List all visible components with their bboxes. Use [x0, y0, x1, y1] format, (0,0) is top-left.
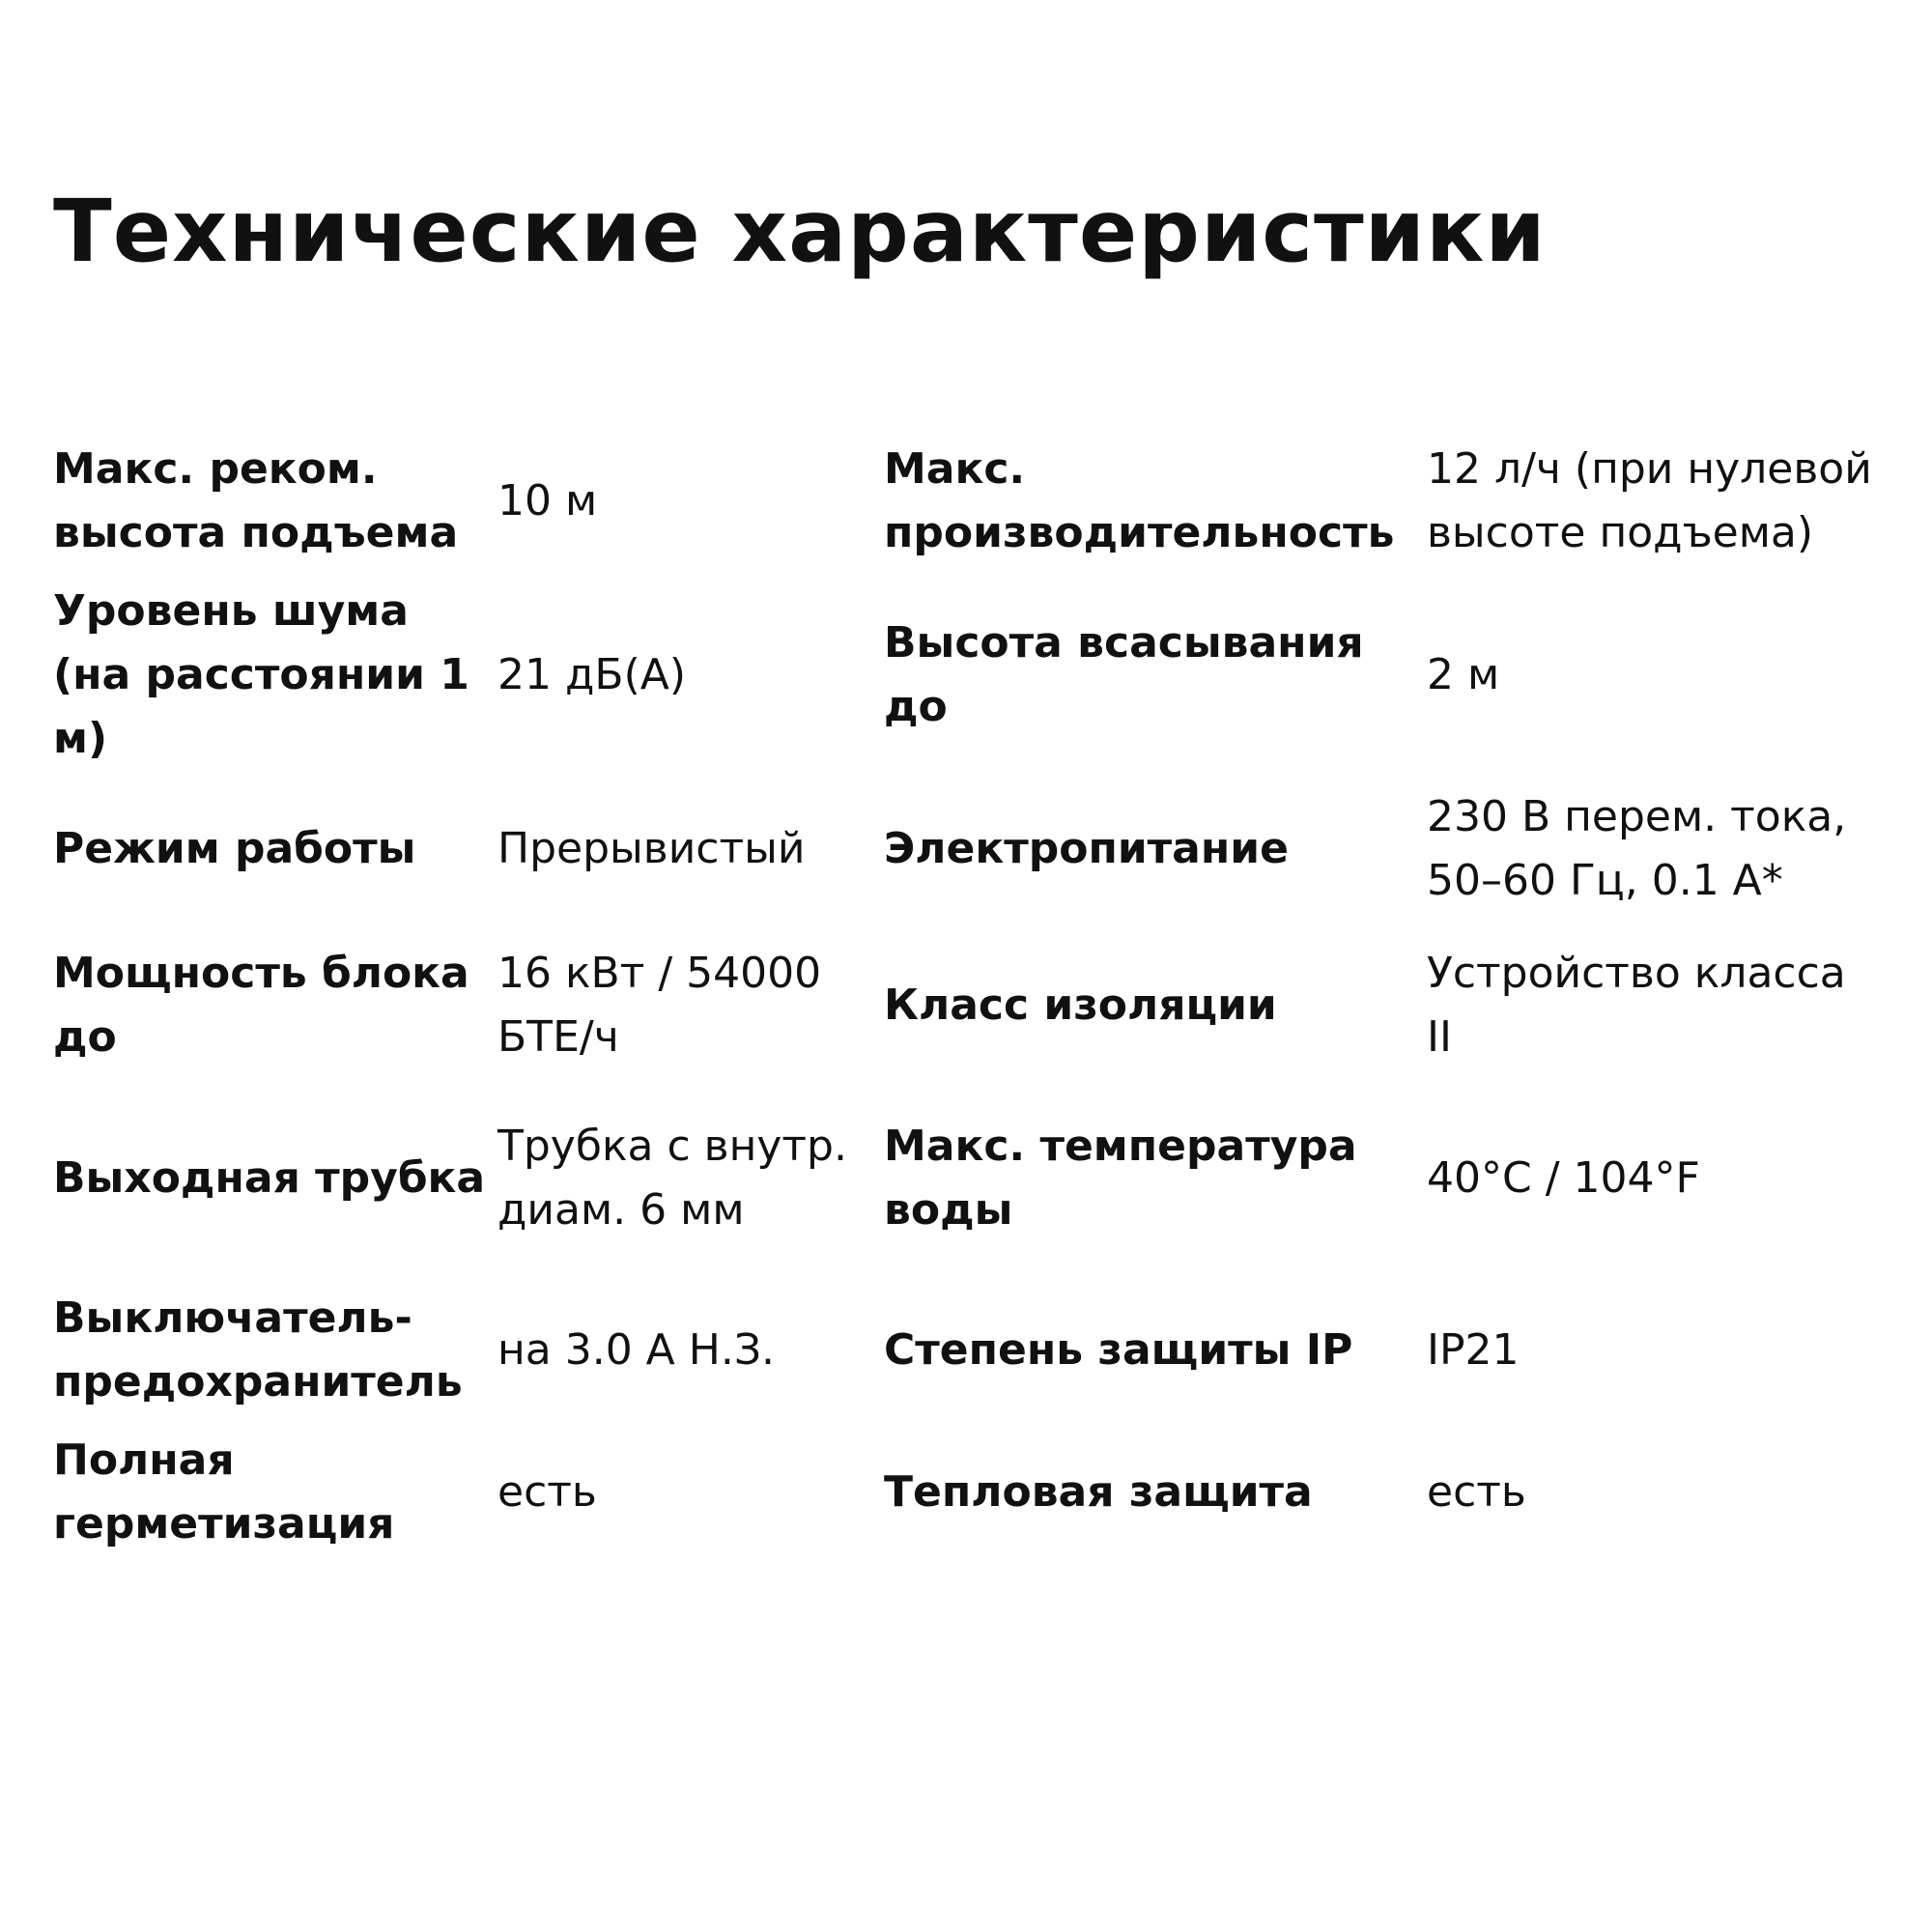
- spec-label: Высота всасывания до: [884, 618, 1364, 731]
- spec-value: 2 м: [1427, 650, 1500, 699]
- spec-row: [53, 423, 1889, 580]
- spec-value: IP21: [1427, 1325, 1520, 1375]
- spec-value: 40°C / 104°F: [1427, 1152, 1700, 1203]
- spec-value: Устройство класса II: [1427, 949, 1846, 1062]
- spec-label: Выключатель-предохранитель: [53, 1293, 463, 1406]
- spec-label: Полная герметизация: [53, 1435, 395, 1548]
- spec-label: Режим работы: [53, 824, 416, 873]
- spec-label: Электропитание: [884, 824, 1289, 873]
- spec-value: Трубка с внутр. диам. 6 мм: [497, 1121, 847, 1235]
- spec-row: [53, 580, 1889, 771]
- spec-row: [53, 1429, 1889, 1556]
- spec-label: Класс изоляции: [884, 980, 1277, 1030]
- spec-label: Тепловая защита: [884, 1467, 1313, 1517]
- spec-row: [53, 1084, 1889, 1272]
- spec-label: Уровень шума (на расстоянии 1 м): [53, 586, 469, 763]
- spec-value: на 3.0 А Н.З.: [497, 1325, 776, 1375]
- spec-value: есть: [497, 1467, 597, 1517]
- spec-value: 12 л/ч (при нулевой высоте подъема): [1427, 444, 1872, 557]
- spec-value: Прерывистый: [497, 824, 806, 873]
- spec-label: Степень защиты IP: [884, 1325, 1353, 1375]
- spec-value: есть: [1427, 1467, 1526, 1517]
- spec-value: 21 дБ(А): [497, 650, 687, 699]
- spec-label: Выходная трубка: [53, 1152, 486, 1203]
- spec-label: Макс. температура воды: [884, 1121, 1357, 1235]
- spec-table: [53, 423, 1889, 1556]
- spec-label: Мощность блока до: [53, 949, 469, 1062]
- spec-value: 10 м: [497, 476, 598, 526]
- spec-label: Макс. производительность: [884, 444, 1395, 557]
- spec-value: 16 кВт / 54000 БТЕ/ч: [497, 949, 822, 1062]
- spec-row: [53, 1272, 1889, 1429]
- spec-row: [53, 771, 1889, 927]
- spec-label: Макс. реком. высота подъема: [53, 444, 459, 557]
- spec-row: [53, 927, 1889, 1084]
- page-title: Технические характеристики: [53, 181, 1547, 281]
- spec-value: 230 В перем. тока, 50–60 Гц, 0.1 А*: [1427, 792, 1847, 905]
